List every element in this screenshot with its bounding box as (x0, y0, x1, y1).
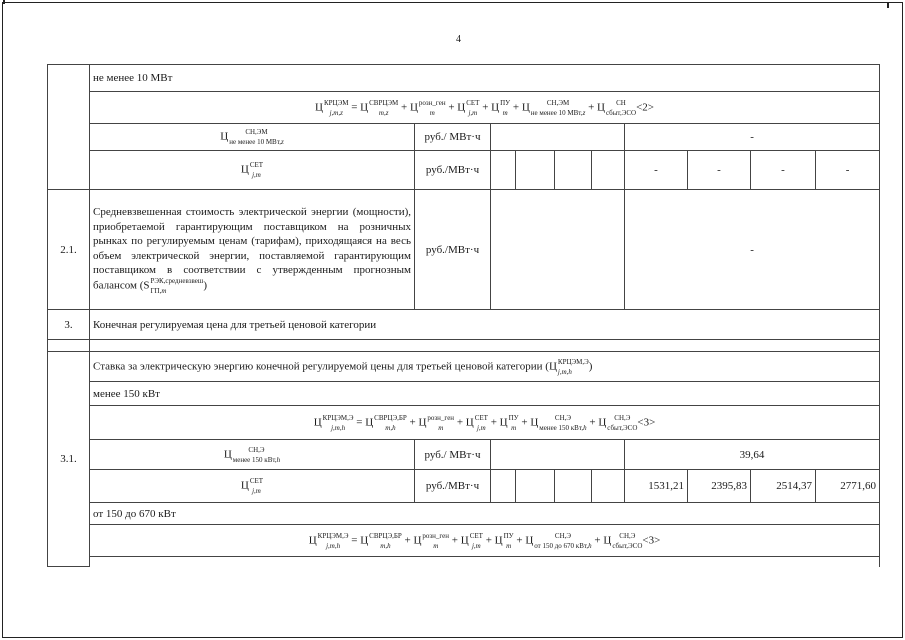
table-row (48, 310, 880, 340)
row-label: Конечная регулируемая цена для третьей ценовой категории (90, 310, 880, 340)
symbol-set: Ц СЕТ j,m (90, 470, 415, 503)
empty-cell (555, 151, 592, 190)
scan-edge-mark (887, 2, 889, 8)
formula-e-150kw: Ц КРЦЭМ,Э j,m,h = Ц СВРЦЭ,БР m,h + Ц розн_ген m + Ц СЕТ j,m + Ц ПУ m + Ц СН,Э менее 150 кВт,h + Ц СН,Э сбыт,ЭСО <3> (90, 406, 880, 440)
empty-cell (90, 340, 880, 352)
unit-cell: руб./ МВт·ч (415, 124, 491, 151)
empty-cell (491, 440, 625, 470)
value-dash: - (751, 151, 816, 190)
formula-em-10mw: Ц КРЦЭМ j,m,z = Ц СВРЦЭМ m,z + Ц розн_ген m + Ц СЕТ j,m + Ц ПУ m + Ц СН,ЭМ не менее 10 МВт,z + Ц СН сбыт,ЭСО <2> (90, 92, 880, 124)
row-label: не менее 10 МВт (90, 65, 880, 92)
unit-cell: руб./ МВт·ч (415, 440, 491, 470)
value-cell: 1531,21 (625, 470, 688, 503)
row-label: Ставка за электрическую энергию конечной регулируемой цены для третьей ценовой категории (Ц КРЦЭМ,Э j,m,h ) (90, 352, 880, 382)
row-number: 3. (48, 310, 90, 340)
table-row (48, 382, 880, 406)
unit-cell: руб./МВт·ч (415, 151, 491, 190)
value-cell: 2395,83 (688, 470, 751, 503)
symbol-set: Ц СЕТ j,m (90, 151, 415, 190)
value-cell: 39,64 (625, 440, 880, 470)
table-row (48, 340, 880, 352)
empty-cell (491, 470, 516, 503)
value-cell: 2514,37 (751, 470, 816, 503)
table-row (48, 440, 880, 470)
empty-cell (491, 151, 516, 190)
table-row (48, 92, 880, 124)
symbol-cn-em: Ц СН,ЭМ не менее 10 МВт,z (90, 124, 415, 151)
label-text: Ставка за электрическую энергию конечной регулируемой цены для третьей ценовой категории (Ц (93, 360, 557, 373)
row-number: 2.1. (48, 190, 90, 310)
table-row (48, 65, 880, 92)
scan-edge-mark (3, 0, 5, 4)
table-row (48, 470, 880, 503)
table-row (48, 151, 880, 190)
unit-cell: руб./МВт·ч (415, 470, 491, 503)
table-row (48, 352, 880, 382)
table-row (48, 525, 880, 557)
formula-note: <3> (637, 416, 656, 429)
row-label: от 150 до 670 кВт (90, 503, 880, 525)
description-text: Средневзвешенная стоимость электрической энергии (мощности), приобретаемой гарантирующим поставщиком на розничных рынках по регулируемым ценам (тарифам), приходящаяся на весь объем электрической энергии, поставляемой гарантирующим поставщиком в соответствии с утвержденным прогнозным балансом (S (93, 206, 411, 292)
label-text-end: ) (588, 360, 593, 373)
formula-note: <2> (636, 101, 654, 114)
table-row (48, 557, 880, 567)
table-row (48, 503, 880, 525)
table-row (48, 124, 880, 151)
formula-e-150-670kw: Ц КРЦЭМ,Э j,m,h = Ц СВРЦЭ,БР m,h + Ц розн_ген m + Ц СЕТ j,m + Ц ПУ m + Ц СН,Э от 150 до 670 кВт,h + Ц СН,Э сбыт,ЭСО <3> (90, 525, 880, 557)
unit-cell: руб./МВт·ч (415, 190, 491, 310)
table-row (48, 190, 880, 310)
description-text-end: ) (203, 279, 207, 292)
empty-cell (48, 340, 90, 352)
empty-cell (491, 190, 625, 310)
table-row (48, 406, 880, 440)
value-cell: 2771,60 (816, 470, 880, 503)
formula-note: <3> (642, 534, 661, 547)
empty-cell (592, 151, 625, 190)
value-dash: - (625, 151, 688, 190)
empty-cell (90, 557, 880, 567)
empty-cell (592, 470, 625, 503)
symbol-cn-e-150: Ц СН,Э менее 150 кВт,h (90, 440, 415, 470)
row-number: 3.1. (48, 352, 90, 567)
empty-cell (555, 470, 592, 503)
value-dash: - (688, 151, 751, 190)
value-dash: - (816, 151, 880, 190)
empty-cell (491, 124, 625, 151)
page-number: 4 (456, 34, 461, 45)
empty-cell (516, 151, 555, 190)
tariff-table (47, 64, 880, 567)
empty-cell (516, 470, 555, 503)
row-description: Средневзвешенная стоимость электрической энергии (мощности), приобретаемой гарантирующим поставщиком на розничных рынках по регулируемым ценам (тарифам), приходящаяся на весь объем электрической энергии, поставляемой гарантирующим поставщиком в соответствии с утвержденным прогнозным балансом (S РЭК,средневзвеш ГП,m ) (90, 190, 415, 310)
value-dash: - (625, 124, 880, 151)
row-label: менее 150 кВт (90, 382, 880, 406)
number-cell-empty (48, 65, 90, 190)
value-dash: - (625, 190, 880, 310)
